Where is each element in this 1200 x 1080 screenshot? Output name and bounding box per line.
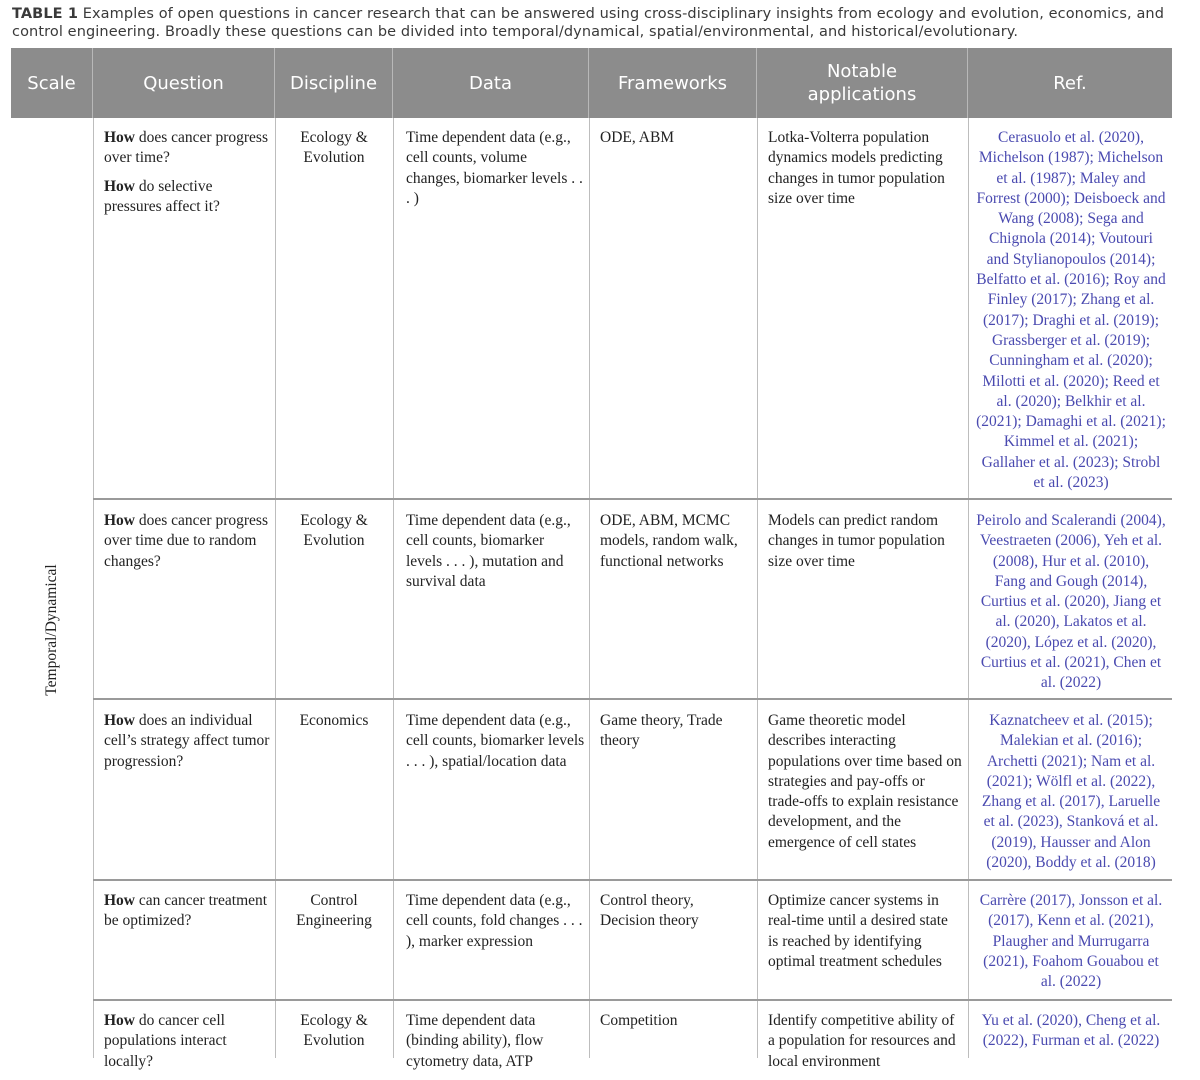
row-4-references[interactable]: Carrère (2017), Jonsson et al. (2017), Kenn et al. (2021), Plaugher and Murrugarra (2021), Foahom Gouabou et al. (2022)	[979, 892, 1163, 991]
row-3-question: How does an individual cell’s strategy affect tumor progression?	[104, 712, 270, 770]
row-4-data: Time dependent data (e.g., cell counts, fold changes . . . ), marker expression	[406, 892, 583, 950]
header-question: Question	[93, 48, 275, 118]
header-frameworks: Frameworks	[589, 48, 757, 118]
table-body	[11, 118, 1172, 1070]
column-divider	[589, 118, 590, 1058]
column-divider	[93, 118, 94, 1058]
row-2-frameworks: ODE, ABM, MCMC models, random walk, functional networks	[600, 512, 738, 570]
row-5-frameworks: Competition	[600, 1012, 678, 1029]
scale-cell	[11, 118, 93, 1058]
row-2-data: Time dependent data (e.g., cell counts, biomarker levels . . . ), mutation and survival data	[406, 512, 571, 590]
row-2-question: How does cancer progress over time due to random changes?	[104, 512, 268, 570]
row-5-references[interactable]: Yu et al. (2020), Cheng et al. (2022), Furman et al. (2022)	[981, 1012, 1161, 1050]
column-divider	[393, 118, 394, 1058]
data-table	[11, 48, 1172, 1070]
row-1-notable-applications: Lotka-Volterra population dynamics models predicting changes in tumor population size over time	[768, 129, 945, 207]
row-2-references[interactable]: Peirolo and Scalerandi (2004), Veestraeten (2006), Yeh et al. (2008), Hur et al. (2010), Fang and Gough (2014), Curtius et al. (2020), Jiang et al. (2020), Lakatos et al. (2020), López et al. (2020), Curtius et al. (2021), Chen et al. (2022)	[976, 512, 1166, 692]
row-3-references[interactable]: Kaznatcheev et al. (2015); Malekian et al. (2016); Archetti (2021); Nam et al. (2021); Wölfl et al. (2022), Zhang et al. (2017), Laruelle et al. (2023), Stanková et al. (2019), Hausser and Alon (2020), Boddy et al. (2018)	[981, 712, 1161, 872]
column-divider	[968, 118, 969, 1058]
row-divider	[93, 698, 1172, 700]
header-data: Data	[393, 48, 589, 118]
row-5-question: How do cancer cell populations interact locally?	[104, 1012, 227, 1070]
row-2-notable-applications: Models can predict random changes in tumor population size over time	[768, 512, 945, 570]
row-divider	[93, 498, 1172, 500]
header-notable-applications: Notable applications	[757, 48, 968, 118]
row-5-data: Time dependent data (binding ability), flow cytometry data, ATP	[406, 1012, 544, 1070]
row-3-frameworks: Game theory, Trade theory	[600, 712, 723, 750]
column-divider	[275, 118, 276, 1058]
row-3-data: Time dependent data (e.g., cell counts, biomarker levels . . . ), spatial/location data	[406, 712, 585, 770]
row-4-question: How can cancer treatment be optimized?	[104, 892, 268, 930]
table-caption	[12, 5, 1188, 41]
row-1-frameworks: ODE, ABM	[600, 129, 675, 146]
row-1-question: How does cancer progress over time? How do selective pressures affect it?	[104, 129, 268, 215]
row-5-notable-applications: Identify competitive ability of a population for resources and local environment	[768, 1012, 956, 1070]
caption-text: Examples of open questions in cancer research that can be answered using cross-disciplinary insights from ecology and evolution, economics, and control engineering. Broadly these questions can be divided into temporal/dynamical, spatial/environmental, and historical/evolutionary.	[12, 6, 1165, 40]
table-header	[11, 48, 1172, 118]
row-4-discipline: Control Engineering	[296, 892, 372, 930]
header-scale: Scale	[11, 48, 93, 118]
scale-label: Temporal/Dynamical	[43, 564, 60, 696]
row-4-frameworks: Control theory, Decision theory	[600, 892, 699, 930]
row-1-data: Time dependent data (e.g., cell counts, volume changes, biomarker levels . . . )	[406, 129, 583, 207]
column-divider	[757, 118, 758, 1058]
row-5-discipline: Ecology & Evolution	[300, 1012, 368, 1050]
row-divider	[93, 879, 1172, 881]
row-4-notable-applications: Optimize cancer systems in real-time until a desired state is reached by identifying optimal treatment schedules	[768, 892, 948, 970]
row-2-discipline: Ecology & Evolution	[300, 512, 368, 550]
header-ref: Ref.	[1053, 72, 1087, 94]
row-1-discipline: Ecology & Evolution	[300, 129, 368, 167]
row-divider	[93, 999, 1172, 1001]
row-1-references[interactable]: Cerasuolo et al. (2020), Michelson (1987); Michelson et al. (1987); Maley and Forrest (2000); Deisboeck and Wang (2008); Sega and Chignola (2014); Voutouri and Stylianopoulos (2014); Belfatto et al. (2016); Roy and Finley (2017); Zhang et al. (2017); Draghi et al. (2019); Grassberger et al. (2019); Cunningham et al. (2020); Milotti et al. (2020); Reed et al. (2020); Belkhir et al. (2021); Damaghi et al. (2021); Kimmel et al. (2021); Gallaher et al. (2023); Strobl et al. (2023)	[976, 129, 1166, 492]
row-3-notable-applications: Game theoretic model describes interacting populations over time based on strategies and pay-offs or trade-offs to explain resistance development, and the emergence of cell states	[768, 712, 962, 851]
row-3-discipline: Economics	[299, 712, 369, 729]
header-discipline: Discipline	[275, 48, 393, 118]
table-label: TABLE 1	[12, 6, 79, 22]
